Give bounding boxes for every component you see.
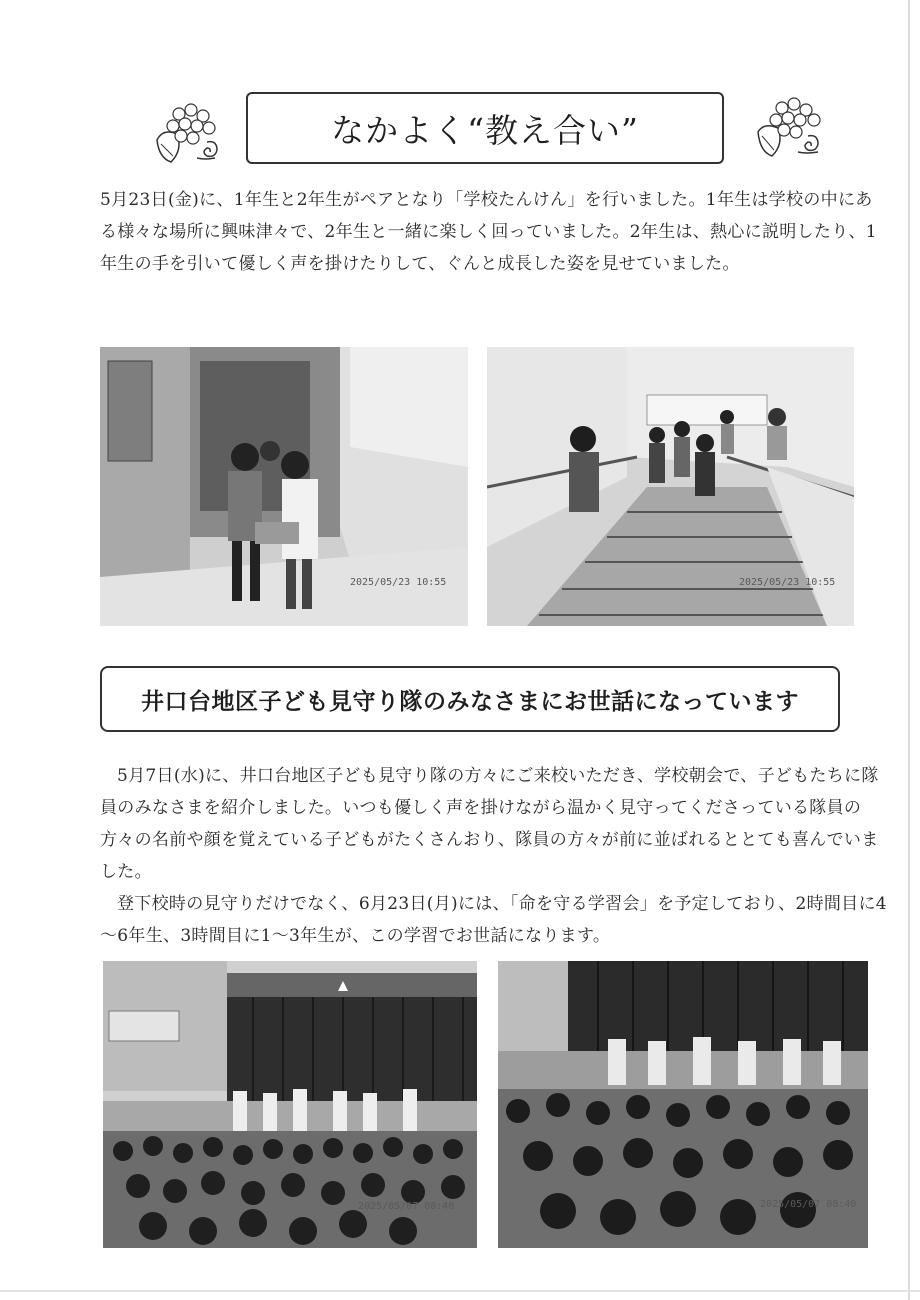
photo-timestamp: 2025/05/07 08:40 xyxy=(760,1199,857,1210)
page-bottom-edge xyxy=(0,1290,920,1292)
section1-paragraph: 5月23日(金)に、1年生と2年生がペアとなり「学校たんけん」を行いました。1年生は学校の中にある様々な場所に興味津々で、2年生と一緒に楽しく回っていました。2年生は、熱心に説明したり、1年生の手を引いて優しく声を掛けたりして、ぐんと成長した姿を見せていました。 xyxy=(100,190,877,274)
section2-heading: 井口台地区子ども見守り隊のみなさまにお世話になっています xyxy=(100,666,840,732)
section2-paragraph: 登下校時の見守りだけでなく、6月23日(月)には、「命を守る学習会」を予定しており、2時間目に4～6年生、3時間目に1～3年生が、この学習でお世話になります。 xyxy=(100,894,887,946)
stairs-photo xyxy=(487,347,854,626)
page-edge xyxy=(908,0,910,1300)
gym-assembly-closeup-photo xyxy=(498,961,868,1248)
photo-timestamp: 2025/05/23 10:55 xyxy=(350,577,447,588)
gym-assembly-photo xyxy=(103,961,477,1248)
hydrangea-icon xyxy=(153,100,223,166)
section2-paragraph: 5月7日(水)に、井口台地区子ども見守り隊の方々にご来校いただき、学校朝会で、子どもたちに隊員のみなさまを紹介しました。いつも優しく声を掛けながら温かく見守ってくださっている隊員の方々の名前や顔を覚えている子どもがたくさんおり、隊員の方々が前に並ばれるととても喜んでいました。 xyxy=(100,766,879,882)
photo-timestamp: 2025/05/23 10:55 xyxy=(739,577,836,588)
section1-title: なかよく“教え合い” xyxy=(246,92,724,164)
photo-timestamp: 2025/05/07 08:40 xyxy=(358,1201,455,1212)
hydrangea-icon xyxy=(756,96,826,162)
classroom-photo xyxy=(100,347,468,626)
section2-body xyxy=(100,760,888,952)
